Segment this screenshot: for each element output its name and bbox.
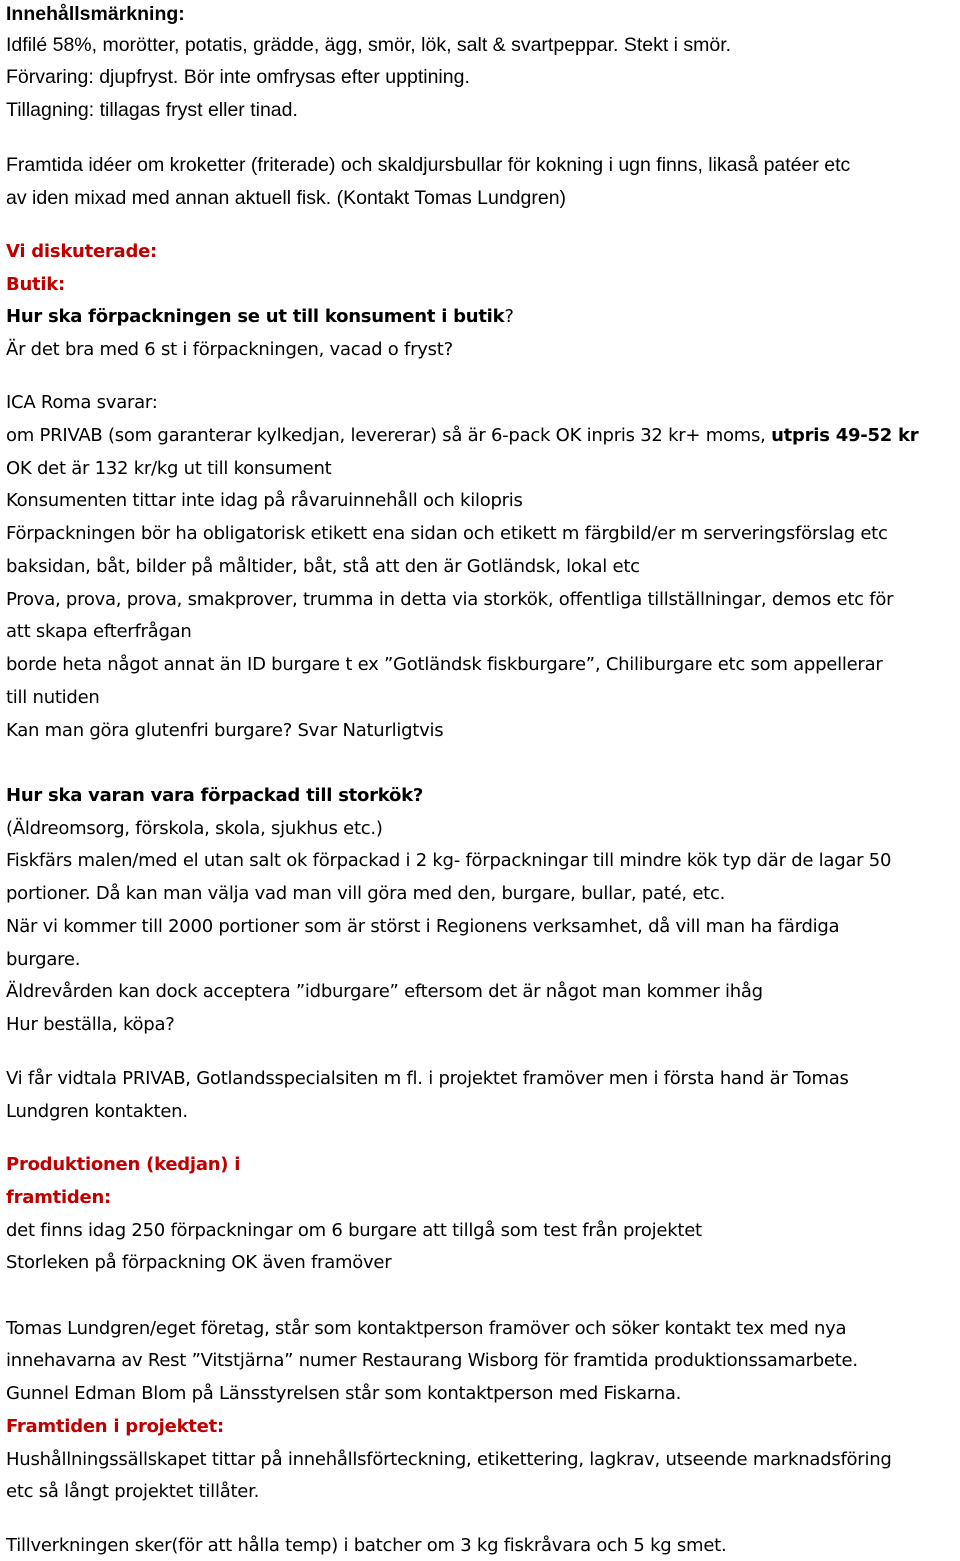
discussion-heading: Vi diskuterade: [6,241,157,262]
ica-line-1-price: utpris 49-52 kr [771,425,919,446]
production-heading-1: Produktionen (kedjan) i [6,1154,241,1175]
question-packaging-mark: ? [504,306,514,327]
storkok-line-2: Fiskfärs malen/med el utan salt ok förpackad i 2 kg- förpackningar till mindre kök typ där de lagar 50 [6,850,892,871]
ica-line-7: att skapa efterfrågan [6,621,192,642]
storkok-line-9: Lundgren kontakten. [6,1101,188,1122]
storage-text: Förvaring: djupfryst. Bör inte omfrysas efter upptining. [6,66,470,88]
project-heading: Framtiden i projektet: [6,1416,224,1437]
question-packaging-bold: Hur ska förpackningen se ut till konsument i butik [6,306,505,327]
production-line-2: Storleken på förpackning OK även framöver [6,1252,392,1273]
ica-line-6: Prova, prova, prova, smakprover, trumma in detta via storkök, offentliga tillställningar, demos etc för [6,589,894,610]
project-line-3: Tillverkningen sker(för att hålla temp) i batcher om 3 kg fiskråvara och 5 kg smet. [6,1535,727,1556]
ica-line-10: Kan man göra glutenfri burgare? Svar Naturligtvis [6,720,444,741]
ica-line-2: OK det är 132 kr/kg ut till konsument [6,458,332,479]
production-line-5: Gunnel Edman Blom på Länsstyrelsen står som kontaktperson med Fiskarna. [6,1383,682,1404]
storkok-line-3: portioner. Då kan man välja vad man vill göra med den, burgare, bullar, paté, etc. [6,883,726,904]
ica-line-8: borde heta något annat än ID burgare t ex ”Gotländsk fiskburgare”, Chiliburgare etc som appellerar [6,654,883,675]
question-packaging [6,308,514,326]
ica-line-9: till nutiden [6,687,100,708]
storkok-heading: Hur ska varan vara förpackad till storkök? [6,785,424,806]
question-six-pack: Är det bra med 6 st i förpackningen, vacad o fryst? [6,339,453,360]
butik-heading: Butik: [6,274,65,295]
storkok-line-8: Vi får vidtala PRIVAB, Gotlandsspecialsiten m fl. i projektet framöver men i första hand är Tomas [6,1068,849,1089]
storkok-line-4: När vi kommer till 2000 portioner som är störst i Regionens verksamhet, då vill man ha färdiga [6,916,840,937]
production-heading-2: framtiden: [6,1187,111,1208]
preparation-text: Tillagning: tillagas fryst eller tinad. [6,99,298,121]
production-line-1: det finns idag 250 förpackningar om 6 burgare att tillgå som test från projektet [6,1220,702,1241]
project-line-1: Hushållningssällskapet tittar på innehållsförteckning, etikettering, lagkrav, utseende marknadsföring [6,1449,892,1470]
ica-line-1 [6,427,918,445]
ica-line-1-text: om PRIVAB (som garanterar kylkedjan, levererar) så är 6-pack OK inpris 32 kr+ moms, [6,425,772,446]
future-ideas-line-2: av iden mixad med annan aktuell fisk. (Kontakt Tomas Lundgren) [6,187,567,209]
storkok-line-1: (Äldreomsorg, förskola, skola, sjukhus etc.) [6,818,383,839]
production-line-3: Tomas Lundgren/eget företag, står som kontaktperson framöver och söker kontakt tex med nya [6,1318,847,1339]
storkok-line-5: burgare. [6,949,81,970]
ingredients-text: Idfilé 58%, morötter, potatis, grädde, ägg, smör, lök, salt & svartpeppar. Stekt i smör. [6,34,732,56]
ica-line-5: baksidan, båt, bilder på måltider, båt, stå att den är Gotländsk, lokal etc [6,556,640,577]
ica-line-3: Konsumenten tittar inte idag på råvaruinnehåll och kilopris [6,490,523,511]
future-ideas-line-1: Framtida idéer om kroketter (friterade) och skaldjursbullar för kokning i ugn finns, likaså patéer etc [6,154,851,176]
ica-heading: ICA Roma svarar: [6,392,158,413]
production-line-4: innehavarna av Rest ”Vitstjärna” numer Restaurang Wisborg för framtida produktionssamarbete. [6,1350,858,1371]
storkok-line-7: Hur beställa, köpa? [6,1014,175,1035]
storkok-line-6: Äldrevården kan dock acceptera ”idburgare” eftersom det är något man kommer ihåg [6,981,763,1002]
ica-line-4: Förpackningen bör ha obligatorisk etikett ena sidan och etikett m färgbild/er m serveringsförslag etc [6,523,888,544]
project-line-2: etc så långt projektet tillåter. [6,1481,260,1502]
ingredients-heading: Innehållsmärkning: [6,3,185,25]
